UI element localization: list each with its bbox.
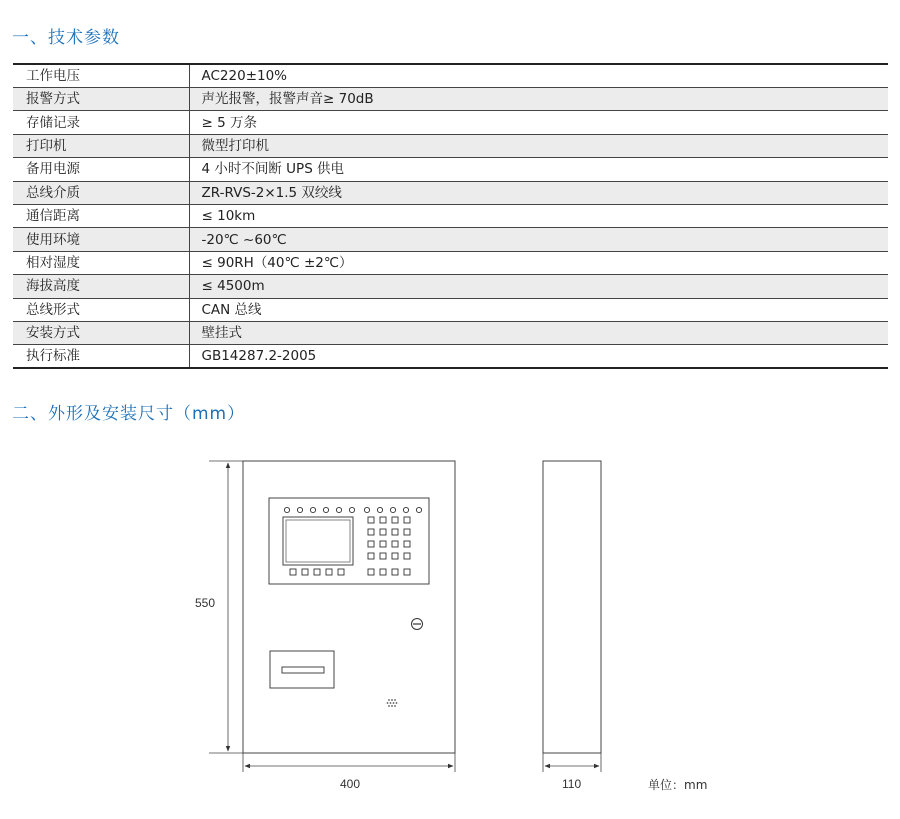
depth-dimension: [543, 753, 601, 772]
spec-key: 总线形式: [13, 298, 189, 321]
spec-key: 使用环境: [13, 228, 189, 251]
cabinet-side-outline: [543, 461, 601, 753]
spec-key: 工作电压: [13, 64, 189, 88]
spec-key: 打印机: [13, 134, 189, 157]
spec-value: 4 小时不间断 UPS 供电: [189, 158, 888, 181]
spec-value: 微型打印机: [189, 134, 888, 157]
spec-key: 安装方式: [13, 321, 189, 344]
cabinet-front-outline: [243, 461, 455, 753]
section-title-specs: 一、技术参数: [12, 28, 120, 48]
spec-key: 海拔高度: [13, 275, 189, 298]
spec-key: 相对湿度: [13, 251, 189, 274]
depth-label: 110: [562, 777, 582, 791]
spec-value: AC220±10%: [189, 64, 888, 88]
spec-value: ZR-RVS-2×1.5 双绞线: [189, 181, 888, 204]
control-panel: [269, 498, 429, 584]
indicator-leds: [284, 507, 421, 512]
keypad: [368, 517, 410, 575]
spec-key: 通信距离: [13, 204, 189, 227]
spec-key: 报警方式: [13, 88, 189, 111]
spec-key: 存储记录: [13, 111, 189, 134]
spec-value: ≤ 10km: [189, 204, 888, 227]
lcd-screen: [283, 517, 353, 565]
spec-key: 总线介质: [13, 181, 189, 204]
spec-key: 执行标准: [13, 345, 189, 369]
spec-value: GB14287.2-2005: [189, 345, 888, 369]
spec-value: ≤ 90RH（40℃ ±2℃）: [189, 251, 888, 274]
height-label: 550: [195, 596, 216, 610]
screen-buttons: [290, 569, 344, 575]
spec-value: 声光报警，报警声音≥ 70dB: [189, 88, 888, 111]
width-dimension: [243, 753, 455, 772]
section-title-dimensions: 二、外形及安装尺寸（mm）: [12, 404, 246, 424]
spec-value: ≤ 4500m: [189, 275, 888, 298]
spec-key: 备用电源: [13, 158, 189, 181]
spec-value: ≥ 5 万条: [189, 111, 888, 134]
unit-label: 单位：mm: [648, 778, 708, 792]
spec-value: CAN 总线: [189, 298, 888, 321]
printer-slot: [270, 651, 334, 688]
spec-value: -20℃ ~60℃: [189, 228, 888, 251]
speaker-grille-icon: [387, 699, 398, 707]
width-label: 400: [340, 777, 361, 791]
lock-icon: [412, 619, 423, 630]
spec-value: 壁挂式: [189, 321, 888, 344]
